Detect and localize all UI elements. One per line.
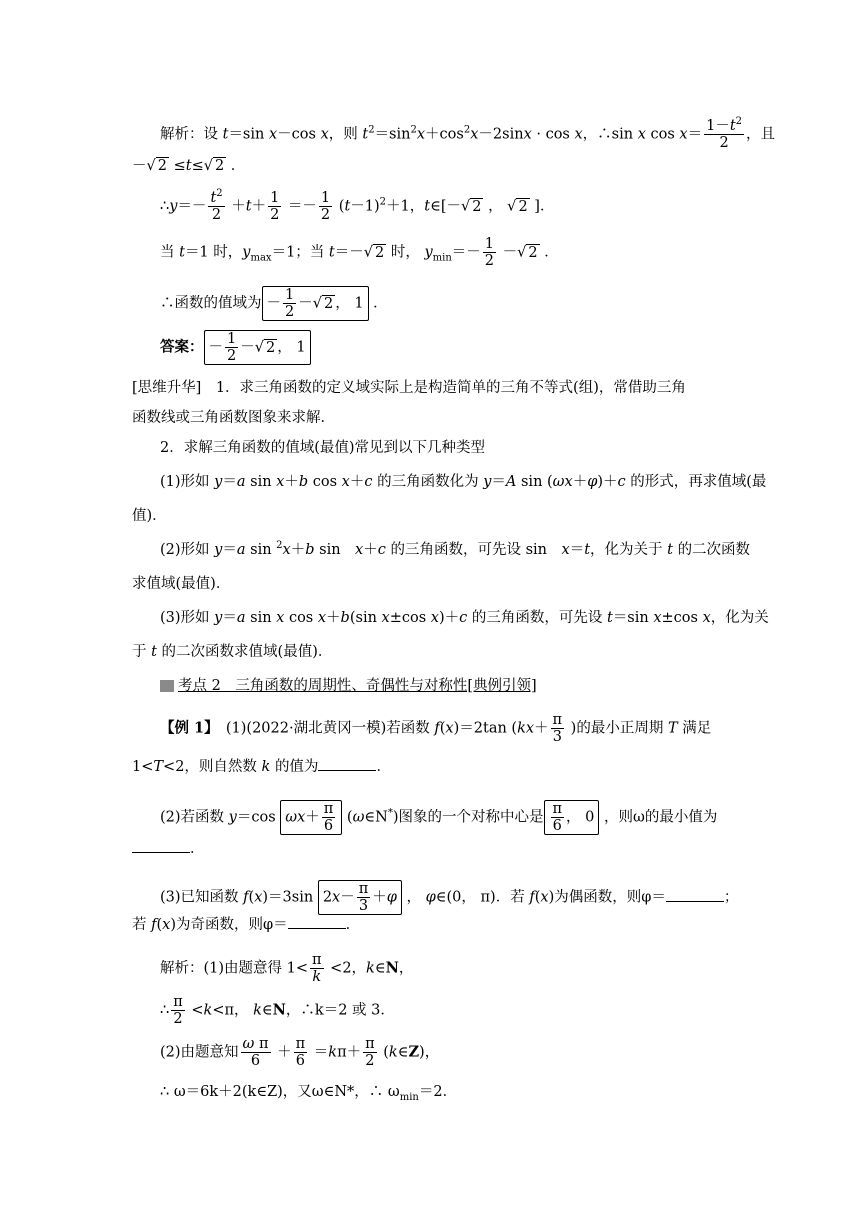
example-3-line-2: 若 f(x)为奇函数，则φ＝ ．	[132, 914, 360, 935]
answer-blank[interactable]	[318, 756, 376, 771]
type-1-line-1: (1)形如 y＝a sin x＋b cos x＋c 的三角函数化为 y＝A sin (ωx＋φ)＋c 的形式，再求值域(最	[160, 474, 767, 490]
type-2-line-1: (2)形如 y＝a sin $^2$x＋b sin x＋c 的三角函数，可先设 sin x＝t，化为关于 t 的二次函数	[160, 540, 751, 558]
analysis-line-4: 当 t＝1 时，$y_{max}=1$；当 t＝－√ 2 时， $y_{min}=-$ $\frac{1}{2}$ －√ 2 ．	[160, 236, 559, 269]
answer-blank[interactable]	[288, 914, 346, 929]
analysis-line-2: －√ 2 ≤t≤√ 2 ．	[132, 158, 246, 174]
section-marker-icon	[160, 680, 174, 692]
thinking-line-1: [思维升华] 1．求三角函数的定义域实际上是构造简单的三角不等式(组)，常借助三角	[132, 380, 686, 396]
answer-label: 答案：	[160, 338, 204, 356]
answer-line: 答案： － $\frac{1}{2}$ －√ 2 ， 1	[160, 330, 311, 365]
answer-blank[interactable]	[132, 838, 190, 853]
example-2-line-1: (2)若函数 y＝cos ωx＋ $\frac{\pi}{6}$ (ω∈N*)图象的一个对称中心是 $\frac{\pi}{6}$ ， 0 ，则ω的最小值为	[160, 801, 718, 834]
solution-line-1: 解析：(1)由题意得 1< $\frac{\pi}{k}$ <2，k∈N，	[160, 952, 414, 985]
thinking-line-2: 函数线或三角函数图象来求解．	[132, 410, 335, 426]
solution-line-3: (2)由题意知 $\frac{\text{ω π}}{6}$ ＋ $\frac{\pi}{6}$ ＝kπ＋ $\frac{\pi}{2}$ (k∈Z)，	[160, 1036, 440, 1069]
example-2-line-2: ．	[132, 838, 205, 859]
type-1-line-2: 值)．	[132, 508, 167, 524]
answer-blank[interactable]	[666, 887, 724, 902]
example-3-line-1: (3)已知函数 f(x)＝3sin 2x－ $\frac{\pi}{3}$ ＋φ ， φ∈(0， π)．若 f(x)为偶函数，则φ＝ ；	[160, 881, 739, 914]
analysis-line-5: ∴函数的值域为 － $\frac{1}{2}$ －√ 2 ， 1 ．	[160, 287, 388, 320]
thinking-label: [思维升华]	[132, 380, 202, 396]
solution-line-4: ∴ ω＝6k＋2(k∈Z)，又ω∈N*，∴ $\omega_{min}=2$．	[160, 1084, 458, 1103]
kaodian-heading: 考点 2 三角函数的周期性、奇偶性与对称性[典例引领]	[160, 676, 537, 696]
thinking-line-3: 2．求解三角函数的值域(最值)常见到以下几种类型	[160, 440, 486, 456]
solution-line-2: ∴ $\frac{\pi}{2}$ <k<π， k∈N，∴k＝2 或 3．	[160, 994, 395, 1027]
analysis-line-1: 解析：设 t＝sin x－cos x，则 $t^2=\sin^2x+\cos^2x-2\sin x \cdot \cos x$，∴sin x cos x＝ $\frac{1-t^2}{2}$ ，且	[160, 116, 776, 151]
analysis-line-3: ∴y＝－ $\frac{t^2}{2}$ ＋t＋ $\frac{1}{2}$ ＝－ $\frac{1}{2}$ $(t-1)^2+1$，t∈[－√ 2 ， √ 2 ]．	[160, 188, 555, 223]
example-label: 【例 1】	[160, 719, 212, 737]
analysis-label: 解析：	[160, 126, 204, 143]
type-3-line-2: 于 t 的二次函数求值域(最值)．	[132, 644, 333, 660]
example-1-line-1: 【例 1】 (1)(2022·湖北黄冈一模)若函数 f(x)＝2tan (kx＋ $\frac{\pi}{3}$ )的最小正周期 T 满足	[160, 712, 712, 745]
type-2-line-2: 求值域(最值)．	[132, 576, 231, 592]
type-3-line-1: (3)形如 y＝a sin x cos x＋b(sin x±cos x)＋c 的三角函数，可先设 t＝sin x±cos x，化为关	[160, 610, 769, 626]
example-1-line-2: 1<T<2，则自然数 k 的值为 ．	[132, 756, 391, 777]
